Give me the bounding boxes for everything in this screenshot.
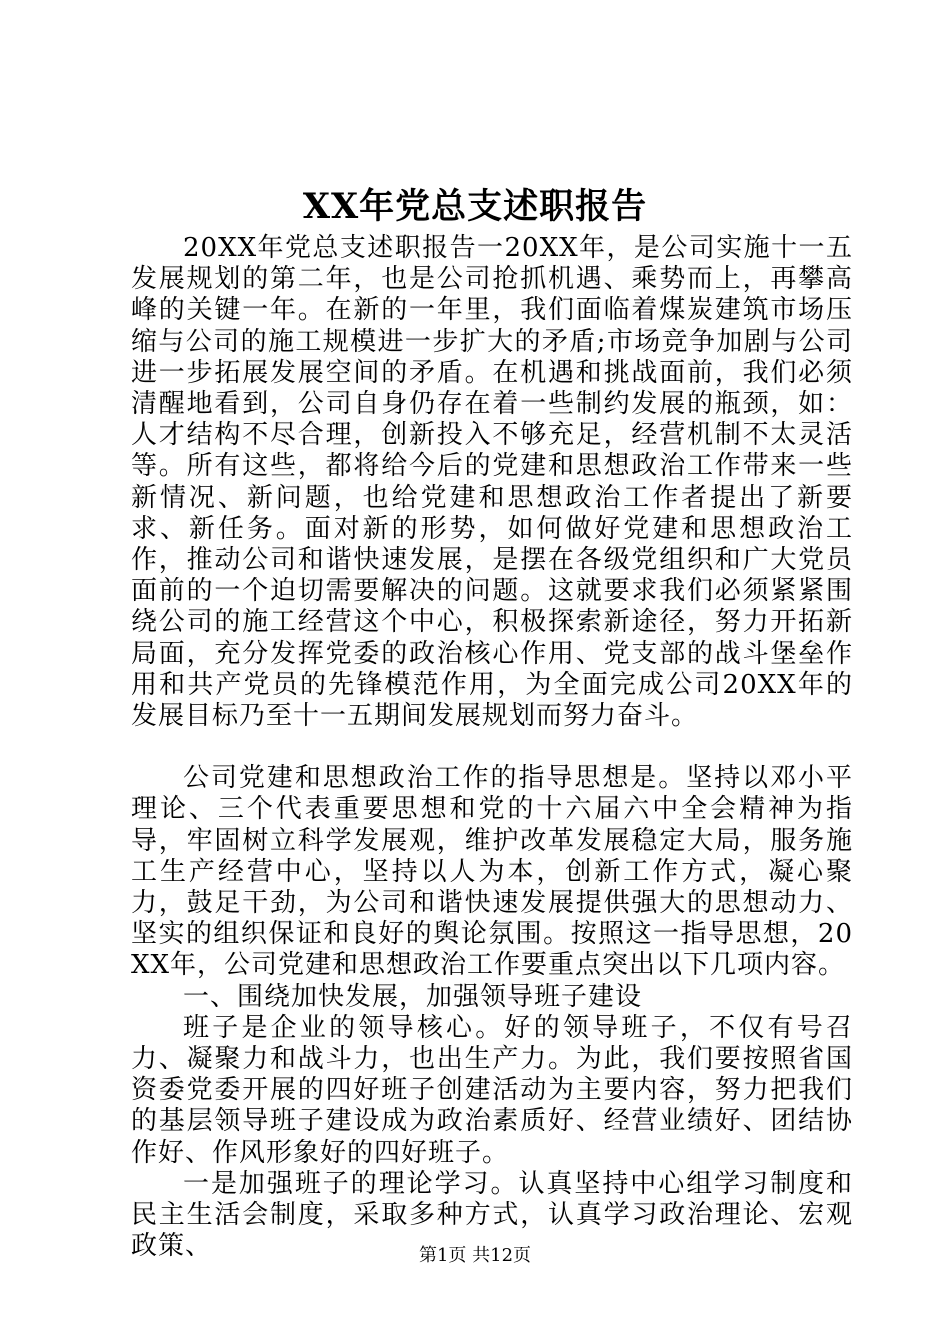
paragraph-intro: 20XX年党总支述职报告一20XX年，是公司实施十一五发展规划的第二年，也是公司抢抓机遇、乘势而上，再攀高峰的关键一年。在新的一年里，我们面临着煤炭建筑市场压缩与公司的施工规模进一步扩大的矛盾;市场竞争加剧与公司进一步拓展发展空间的矛盾。在机遇和挑战面前，我们必须清醒地看到，公司自身仍存在着一些制约发展的瓶颈，如：人才结构不尽合理，创新投入不够充足，经营机制不太灵活等。所有这些，都将给今后的党建和思想政治工作带来一些新情况、新问题，也给党建和思想政治工作者提出了新要求、新任务。面对新的形势，如何做好党建和思想政治工作，推动公司和谐快速发展，是摆在各级党组织和广大党员面前的一个迫切需要解决的问题。这就要求我们必须紧紧围绕公司的施工经营这个中心，积极探索新途径，努力开拓新局面，充分发挥党委的政治核心作用、党支部的战斗堡垒作用和共产党员的先锋模范作用，为全面完成公司20XX年的发展目标乃至十一五期间发展规划而努力奋斗。 [131,233,853,732]
document-body [131,233,853,1263]
page-number-footer: 第1页 共12页 [418,1245,532,1266]
paragraph-leadership: 班子是企业的领导核心。好的领导班子，不仅有号召力、凝聚力和战斗力，也出生产力。为此，我们要按照省国资委党委开展的四好班子创建活动为主要内容，努力把我们的基层领导班子建设成为政治素质好、经营业绩好、团结协作好、作风形象好的四好班子。 [131,1012,853,1168]
section-heading-1: 一、围绕加快发展，加强领导班子建设 [183,981,643,1012]
document-title: XX年党总支述职报告 [302,186,648,227]
paragraph-theory-study: 一是加强班子的理论学习。认真坚持中心组学习制度和民主生活会制度，采取多种方式，认真学习政治理论、宏观政策、 [131,1168,853,1262]
paragraph-guiding-idea: 公司党建和思想政治工作的指导思想是。坚持以邓小平理论、三个代表重要思想和党的十六届六中全会精神为指导，牢固树立科学发展观，维护改革发展稳定大局，服务施工生产经营中心，坚持以人为本，创新工作方式，凝心聚力，鼓足干劲，为公司和谐快速发展提供强大的思想动力、坚实的组织保证和良好的舆论氛围。按照这一指导思想，20XX年，公司党建和思想政治工作要重点突出以下几项内容。 [131,763,853,981]
